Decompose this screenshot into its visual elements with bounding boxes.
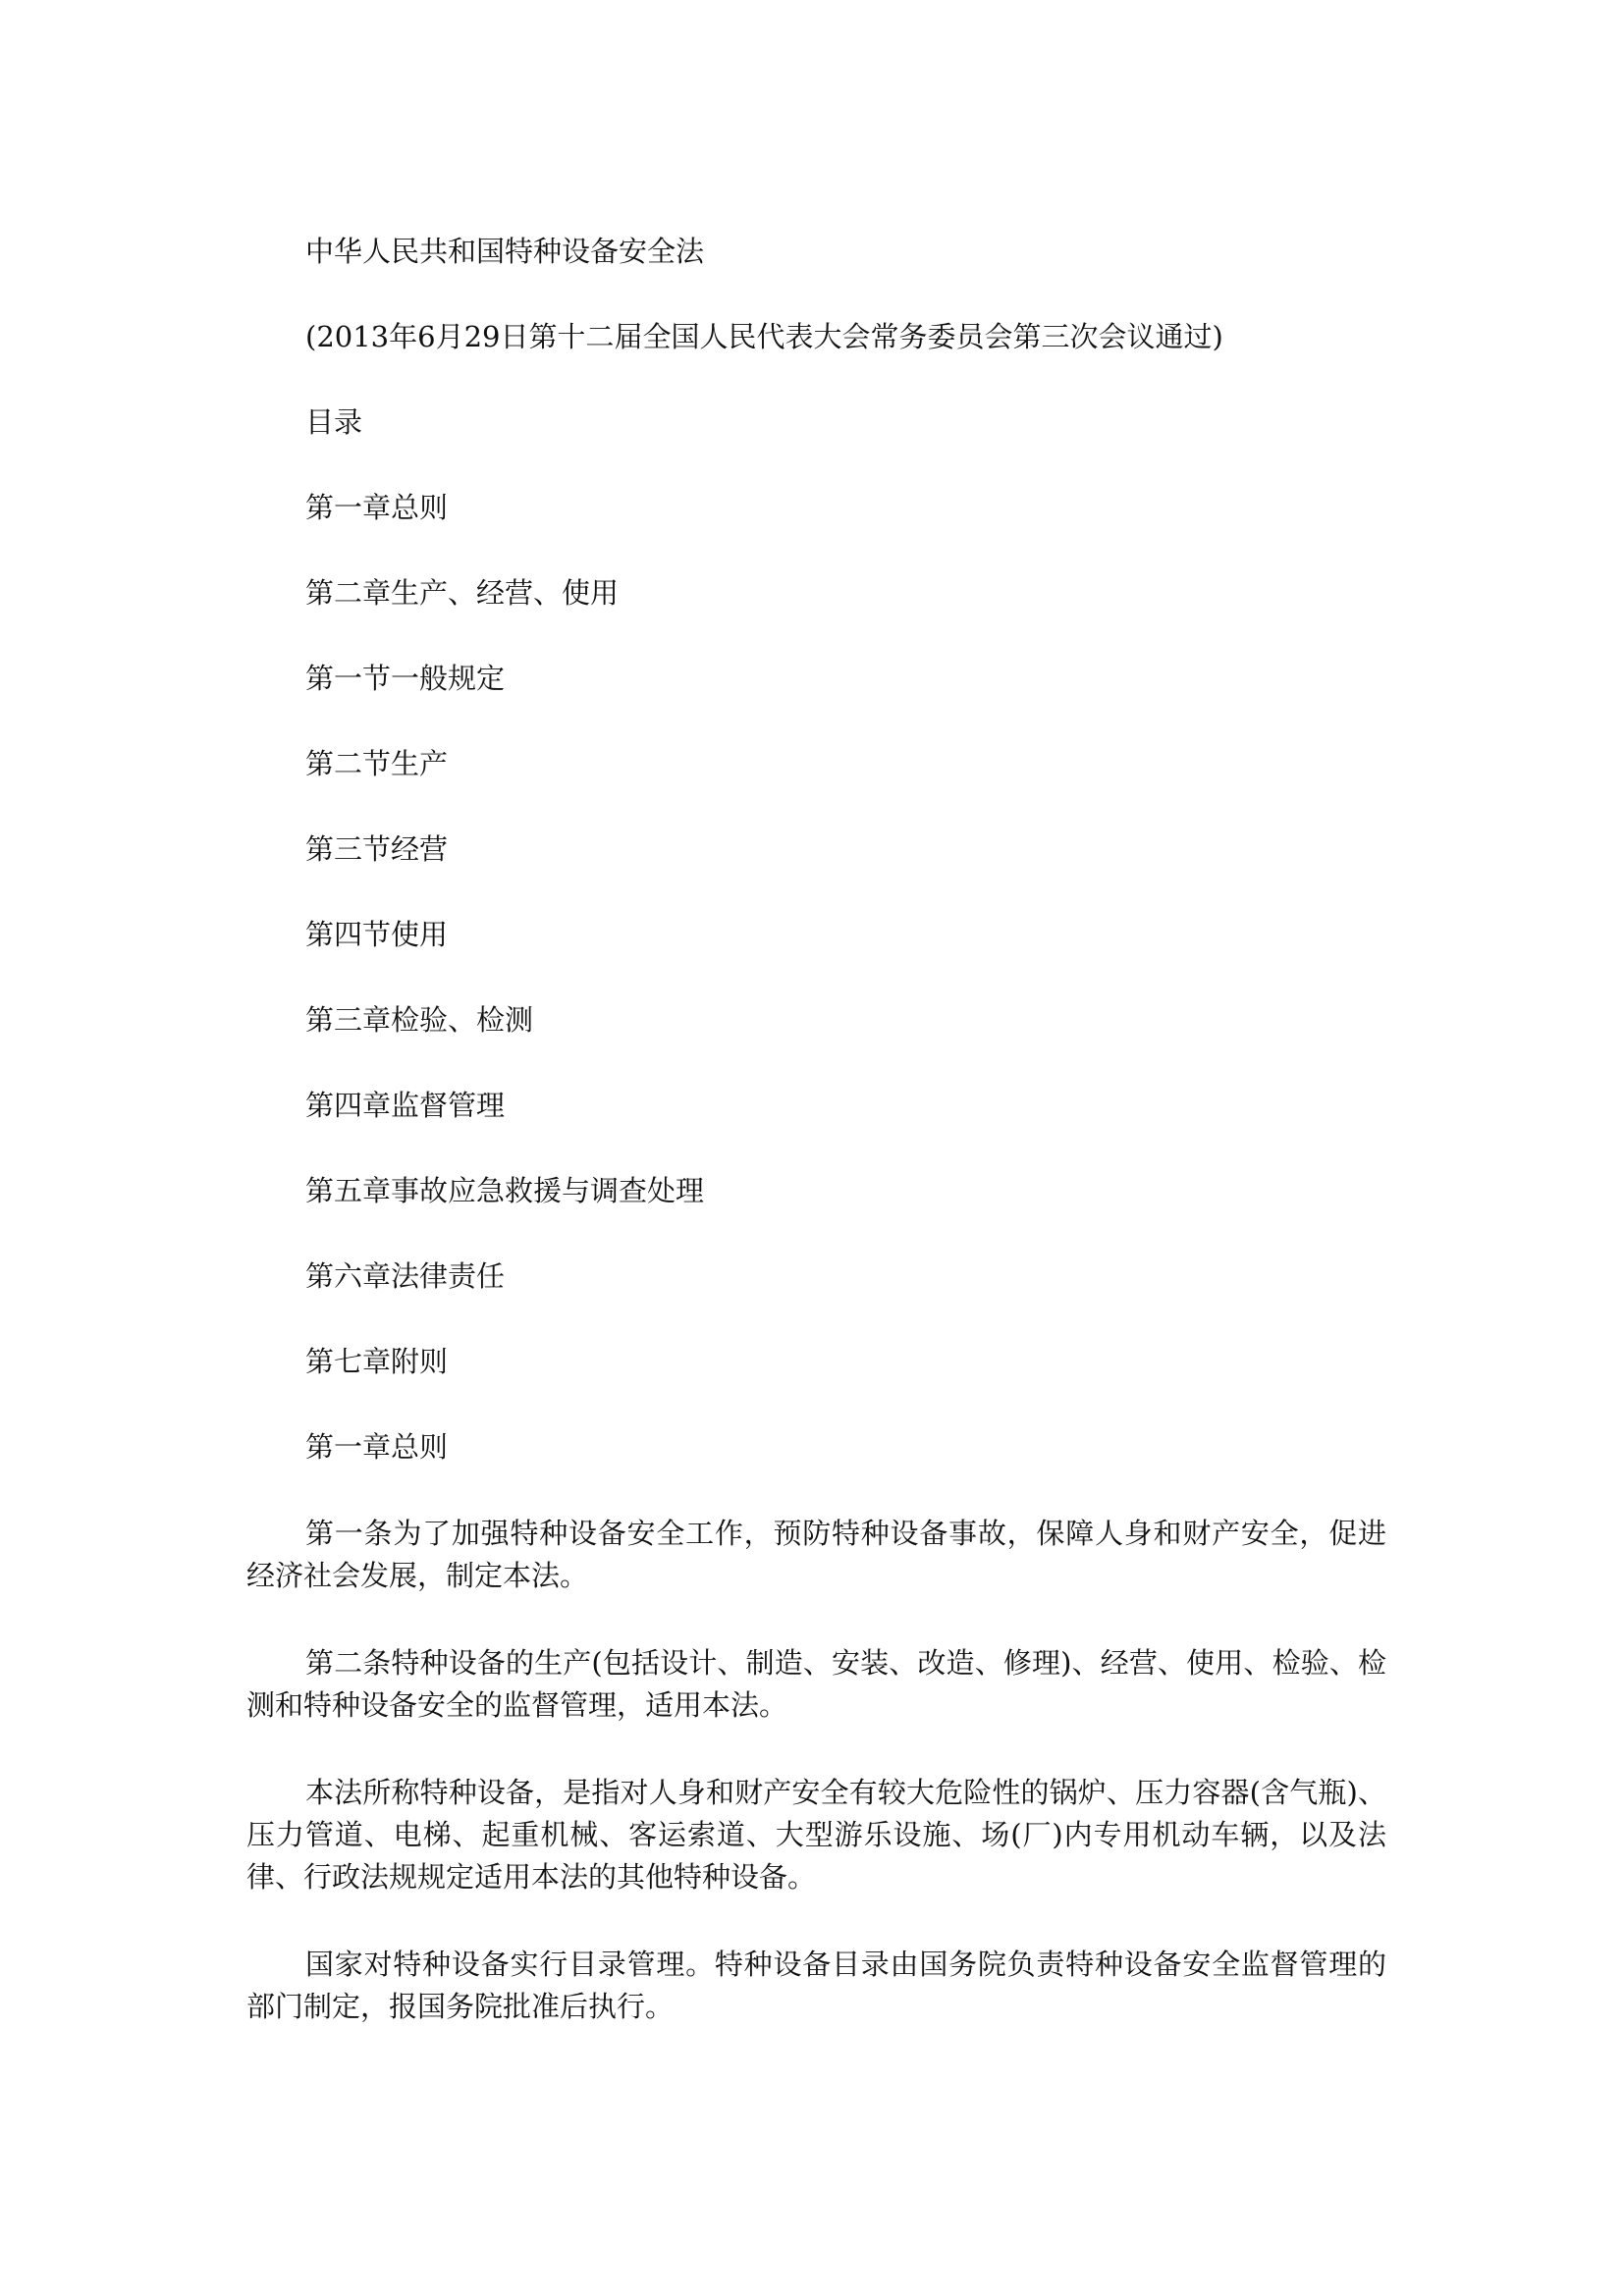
- toc-item: 第四节使用: [305, 918, 449, 951]
- article-paragraph: 第一条为了加强特种设备安全工作，预防特种设备事故，保障人身和财产安全，促进经济社会发展，制定本法。: [246, 1517, 1386, 1592]
- toc-item: 第一章总则: [305, 491, 449, 524]
- toc-item: 第三章检验、检测: [305, 1003, 534, 1037]
- adoption-note: (2013年6月29日第十二届全国人民代表大会常务委员会第三次会议通过): [305, 320, 1223, 353]
- toc-item: 第二章生产、经营、使用: [305, 576, 620, 610]
- toc-heading: 目录: [305, 405, 363, 439]
- toc-item: 第六章法律责任: [305, 1259, 506, 1293]
- toc-item: 第一节一般规定: [305, 662, 506, 695]
- toc-item: 第七章附则: [305, 1345, 449, 1378]
- document-title: 中华人民共和国特种设备安全法: [305, 235, 705, 268]
- toc-item: 第四章监督管理: [305, 1089, 506, 1122]
- article-paragraph: 本法所称特种设备，是指对人身和财产安全有较大危险性的锅炉、压力容器(含气瓶)、压力管道、电梯、起重机械、客运索道、大型游乐设施、场(厂)内专用机动车辆，以及法律、行政法规规定适用本法的其他特种设备。: [246, 1776, 1386, 1894]
- toc-item: 第五章事故应急救援与调查处理: [305, 1174, 705, 1207]
- document-body: [246, 232, 1386, 2073]
- table-of-contents: [246, 488, 1386, 1382]
- article-paragraph: 国家对特种设备实行目录管理。特种设备目录由国务院负责特种设备安全监督管理的部门制定，报国务院批准后执行。: [246, 1948, 1386, 2023]
- toc-item: 第三节经营: [305, 832, 449, 866]
- chapter-heading: 第一章总则: [305, 1430, 449, 1464]
- article-paragraph: 第二条特种设备的生产(包括设计、制造、安装、改造、修理)、经营、使用、检验、检测和特种设备安全的监督管理，适用本法。: [246, 1646, 1386, 1722]
- toc-item: 第二节生产: [305, 747, 449, 780]
